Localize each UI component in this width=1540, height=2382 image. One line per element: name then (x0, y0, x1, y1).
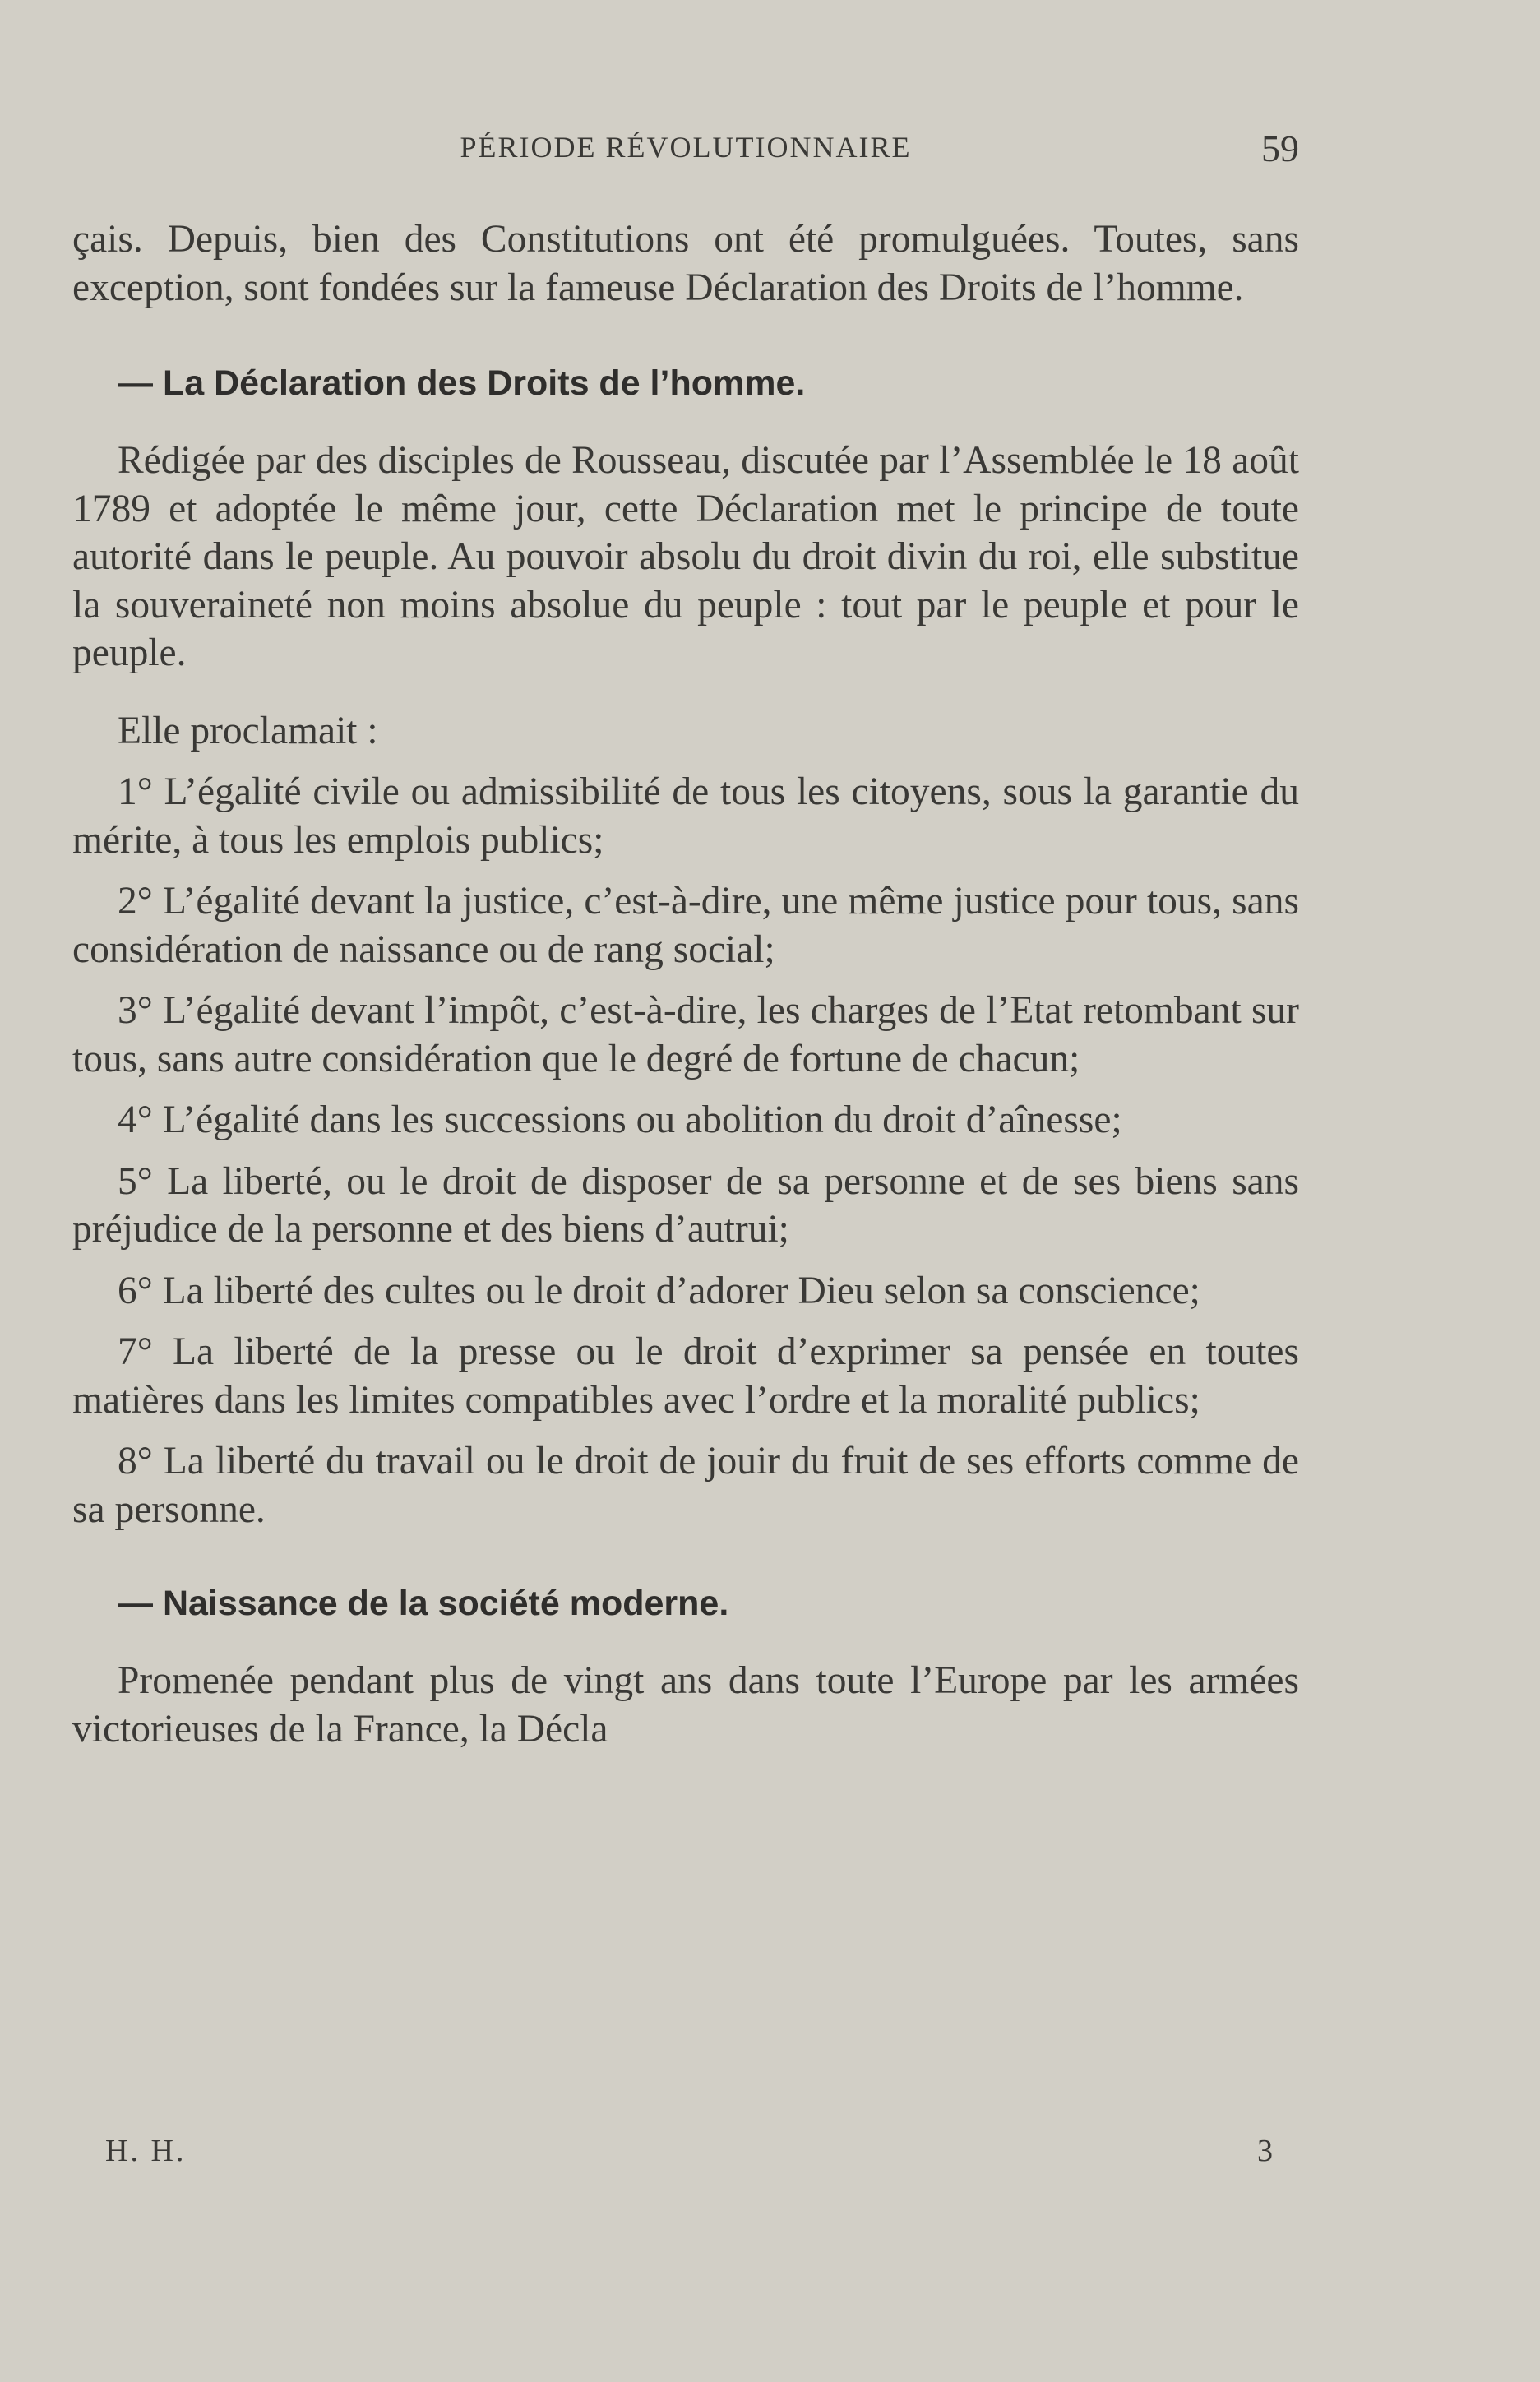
sheet-number: 3 (1257, 2134, 1273, 2168)
page-number: 59 (1261, 127, 1299, 169)
list-item-2: 2° L’égalité devant la justice, c’est-à-dire, une même justice pour tous, sans considération de naissance ou de rang social; (72, 880, 1299, 971)
list-item-6: 6° La liberté des cultes ou le droit d’adorer Dieu selon sa conscience; (118, 1269, 1200, 1312)
list-item-3: 3° L’égalité devant l’impôt, c’est-à-dire, les charges de l’Etat retombant sur tous, sans autre considération que le degré de fortune de chacun; (72, 989, 1299, 1080)
list-item-5: 5° La liberté, ou le droit de disposer de sa personne et de ses biens sans préjudice de la personne et des biens d’autrui; (72, 1159, 1299, 1251)
paragraph-continuation: çais. Depuis, bien des Constitutions ont été promulguées. Toutes, sans exception, sont fondées sur la fameuse Déclaration des Droits de l’homme. (72, 218, 1299, 309)
list-item-7: 7° La liberté de la presse ou le droit d’exprimer sa pensée en toutes matières dans les limites compatibles avec l’ordre et la moralité publics; (72, 1330, 1299, 1422)
list-item-4: 4° L’égalité dans les successions ou abolition du droit d’aînesse; (118, 1098, 1122, 1141)
signature-mark: H. H. (105, 2134, 187, 2168)
running-title: PÉRIODE RÉVOLUTIONNAIRE (460, 131, 912, 164)
section-heading-declaration: — La Déclaration des Droits de l’homme. (118, 363, 806, 403)
page-header (72, 127, 1299, 176)
paragraph-declaration: Rédigée par des disciples de Rousseau, discutée par l’Assemblée le 18 août 1789 et adoptée le même jour, cette Déclaration met le principe de toute autorité dans le peuple. Au pouvoir absolu du droit divin du roi, elle substitue la souveraineté non moins absolue du peuple : tout par le peuple et pour le peuple. (72, 439, 1299, 674)
page-footer (72, 2133, 1273, 2169)
paragraph-proclamait: Elle proclamait : (118, 709, 378, 752)
section-heading-societe: — Naissance de la société moderne. (118, 1584, 729, 1623)
list-item-8: 8° La liberté du travail ou le droit de jouir du fruit de ses efforts comme de sa personne. (72, 1440, 1299, 1531)
body-text (72, 215, 1299, 1753)
paragraph-societe: Promenée pendant plus de vingt ans dans toute l’Europe par les armées victorieuses de la France, la Décla (72, 1659, 1299, 1751)
list-item-1: 1° L’égalité civile ou admissibilité de tous les citoyens, sous la garantie du mérite, à tous les emplois publics; (72, 770, 1299, 862)
